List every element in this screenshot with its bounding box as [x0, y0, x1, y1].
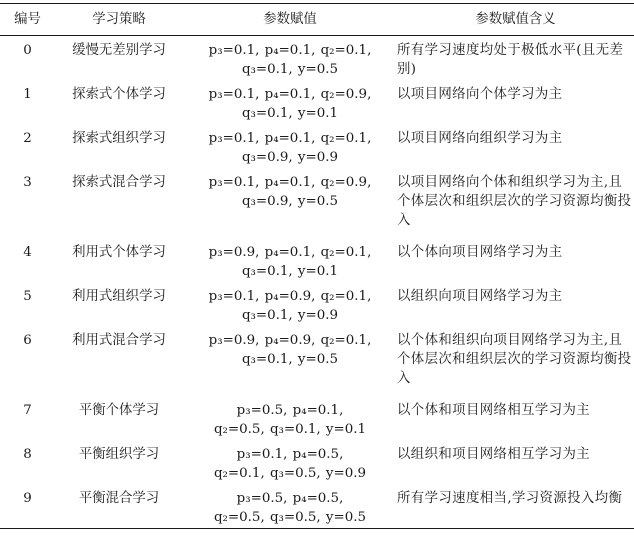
values-line-2: q₂=0.5, q₃=0.1, y=0.1 — [213, 422, 367, 437]
values-line-2: q₃=0.1, y=0.5 — [241, 62, 339, 77]
cell-strategy: 利用式个体学习 — [72, 245, 166, 260]
cell-values — [183, 80, 397, 124]
header-meaning: 参数赋值含义 — [475, 12, 556, 27]
table-row — [0, 238, 634, 282]
values-line-1: p₃=0.9, p₄=0.1, q₂=0.1, — [208, 245, 372, 260]
cell-values — [183, 326, 397, 396]
table-row — [0, 396, 634, 440]
cell-strategy: 平衡个体学习 — [78, 403, 160, 418]
table-header — [0, 4, 634, 36]
values-line-2: q₃=0.9, y=0.9 — [241, 150, 339, 165]
cell-id: 7 — [23, 403, 32, 418]
cell-values — [183, 36, 397, 81]
values-line-1: p₃=0.1, p₄=0.9, q₂=0.1, — [208, 289, 372, 304]
cell-id: 9 — [23, 491, 32, 506]
values-line-1: p₃=0.5, p₄=0.5, — [236, 491, 344, 506]
meaning-text: 以个体向项目网络学习为主 — [397, 245, 563, 260]
cell-values — [183, 440, 397, 484]
cell-meaning — [397, 396, 634, 440]
cell-values — [183, 484, 397, 529]
learning-strategy-table — [0, 3, 634, 529]
cell-meaning — [397, 36, 634, 81]
values-line-2: q₃=0.1, y=0.5 — [241, 352, 339, 367]
cell-strategy: 平衡混合学习 — [78, 491, 160, 506]
meaning-text: 所有学习速度相当,学习资源投入均衡 — [397, 491, 623, 506]
table-body — [0, 36, 634, 529]
cell-meaning — [397, 282, 634, 326]
cell-meaning — [397, 440, 634, 484]
table-row — [0, 124, 634, 168]
meaning-text: 以个体和项目网络相互学习为主 — [397, 403, 591, 418]
values-line-1: p₃=0.1, p₄=0.5, — [236, 447, 344, 462]
table-row — [0, 36, 634, 81]
cell-meaning — [397, 484, 634, 529]
header-row — [0, 4, 634, 36]
table-row — [0, 440, 634, 484]
meaning-text: 以项目网络向组织学习为主 — [397, 131, 563, 146]
cell-meaning — [397, 238, 634, 282]
cell-meaning — [397, 168, 634, 238]
cell-id: 8 — [23, 447, 32, 462]
values-line-2: q₃=0.1, y=0.9 — [241, 308, 339, 323]
cell-values — [183, 282, 397, 326]
cell-id: 1 — [23, 87, 32, 102]
values-line-1: p₃=0.5, p₄=0.1, — [236, 403, 344, 418]
cell-strategy: 探索式混合学习 — [72, 175, 166, 190]
table-row — [0, 282, 634, 326]
values-line-1: p₃=0.1, p₄=0.1, q₂=0.1, — [208, 43, 372, 58]
cell-id: 6 — [23, 333, 32, 348]
values-line-2: q₂=0.5, q₃=0.5, y=0.5 — [213, 510, 367, 525]
header-id: 编号 — [14, 12, 41, 27]
values-line-1: p₃=0.1, p₄=0.1, q₂=0.1, — [208, 131, 372, 146]
cell-values — [183, 238, 397, 282]
meaning-text: 所有学习速度均处于极低水平(且无差别) — [397, 43, 624, 77]
values-line-2: q₂=0.1, q₃=0.5, y=0.9 — [213, 466, 367, 481]
cell-strategy: 平衡组织学习 — [78, 447, 160, 462]
cell-strategy: 缓慢无差别学习 — [72, 43, 166, 58]
cell-values — [183, 124, 397, 168]
values-line-1: p₃=0.1, p₄=0.1, q₂=0.9, — [208, 87, 372, 102]
values-line-1: p₃=0.1, p₄=0.1, q₂=0.9, — [208, 175, 372, 190]
values-line-2: q₃=0.9, y=0.5 — [241, 194, 339, 209]
meaning-text: 以项目网络向个体和组织学习为主,且个体层次和组织层次的学习资源均衡投入 — [397, 175, 632, 228]
table-row — [0, 80, 634, 124]
cell-id: 0 — [23, 43, 32, 58]
cell-meaning — [397, 80, 634, 124]
table-row — [0, 484, 634, 529]
meaning-text: 以项目网络向个体学习为主 — [397, 87, 563, 102]
table-row — [0, 326, 634, 396]
cell-strategy: 利用式组织学习 — [72, 289, 166, 304]
values-line-2: q₃=0.1, y=0.1 — [241, 264, 339, 279]
cell-values — [183, 168, 397, 238]
cell-strategy: 探索式个体学习 — [72, 87, 166, 102]
values-line-1: p₃=0.9, p₄=0.9, q₂=0.1, — [208, 333, 372, 348]
cell-id: 4 — [23, 245, 32, 260]
meaning-text: 以组织向项目网络学习为主 — [397, 289, 563, 304]
cell-id: 5 — [23, 289, 32, 304]
cell-values — [183, 396, 397, 440]
cell-id: 2 — [23, 131, 32, 146]
meaning-text: 以个体和组织向项目网络学习为主,且个体层次和组织层次的学习资源均衡投入 — [397, 333, 632, 386]
cell-id: 3 — [23, 175, 32, 190]
table-row — [0, 168, 634, 238]
cell-meaning — [397, 326, 634, 396]
values-line-2: q₃=0.1, y=0.1 — [241, 106, 339, 121]
header-values: 参数赋值 — [263, 12, 317, 27]
header-strategy: 学习策略 — [92, 12, 146, 27]
cell-strategy: 利用式混合学习 — [72, 333, 166, 348]
cell-meaning — [397, 124, 634, 168]
meaning-text: 以组织和项目网络相互学习为主 — [397, 447, 591, 462]
cell-strategy: 探索式组织学习 — [72, 131, 166, 146]
